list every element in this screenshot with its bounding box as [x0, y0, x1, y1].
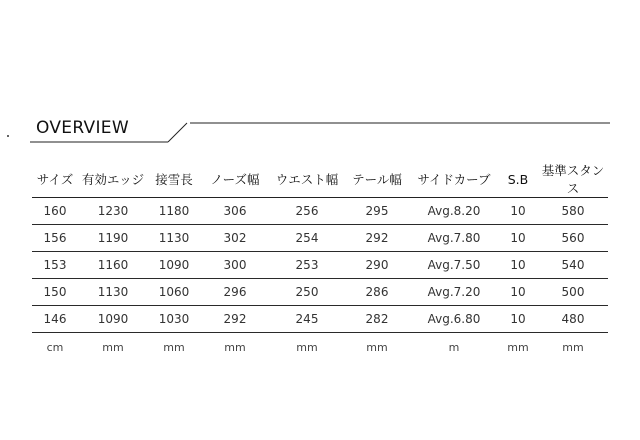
- table-header-row: [32, 161, 608, 198]
- table-row: [32, 225, 608, 252]
- cell-size: 156: [32, 225, 78, 252]
- cell-reference-stance: 580: [538, 198, 608, 225]
- units-row: [32, 333, 608, 362]
- cell-setback: 10: [498, 225, 538, 252]
- cell-tail-width: 292: [344, 225, 410, 252]
- header-reference-stance: 基準スタンス: [538, 161, 608, 198]
- cell-contact-length: 1060: [148, 279, 200, 306]
- cell-sidecut: Avg.7.20: [410, 279, 498, 306]
- cell-contact-length: 1030: [148, 306, 200, 333]
- unit-setback: mm: [507, 340, 529, 354]
- unit-waist-width: mm: [296, 340, 318, 354]
- cell-contact-length: 1180: [148, 198, 200, 225]
- cell-sidecut: Avg.6.80: [410, 306, 498, 333]
- table-row: [32, 306, 608, 333]
- header-contact-length: 接雪長: [148, 161, 200, 198]
- header-nose-width: ノーズ幅: [200, 161, 270, 198]
- cell-tail-width: 282: [344, 306, 410, 333]
- cell-waist-width: 256: [270, 198, 344, 225]
- cell-effective-edge: 1160: [78, 252, 148, 279]
- cell-waist-width: 250: [270, 279, 344, 306]
- cell-tail-width: 295: [344, 198, 410, 225]
- cell-sidecut: Avg.7.80: [410, 225, 498, 252]
- cell-tail-width: 286: [344, 279, 410, 306]
- cell-size: 150: [32, 279, 78, 306]
- header-tail-width: テール幅: [344, 161, 410, 198]
- cell-tail-width: 290: [344, 252, 410, 279]
- header-setback: S.B: [498, 161, 538, 198]
- cell-size: 146: [32, 306, 78, 333]
- unit-size: cm: [46, 340, 64, 354]
- cell-setback: 10: [498, 198, 538, 225]
- cell-setback: 10: [498, 279, 538, 306]
- table-row: [32, 279, 608, 306]
- cell-nose-width: 306: [200, 198, 270, 225]
- unit-sidecut: m: [448, 340, 460, 354]
- cell-effective-edge: 1090: [78, 306, 148, 333]
- title-slash: [168, 123, 187, 142]
- cell-contact-length: 1130: [148, 225, 200, 252]
- cell-waist-width: 254: [270, 225, 344, 252]
- cell-nose-width: 300: [200, 252, 270, 279]
- cell-sidecut: Avg.8.20: [410, 198, 498, 225]
- cell-contact-length: 1090: [148, 252, 200, 279]
- unit-tail-width: mm: [366, 340, 388, 354]
- header-sidecut: サイドカーブ: [410, 161, 498, 198]
- cell-nose-width: 302: [200, 225, 270, 252]
- spec-table: [32, 161, 608, 361]
- unit-reference-stance: mm: [562, 340, 584, 354]
- cell-effective-edge: 1230: [78, 198, 148, 225]
- cell-waist-width: 245: [270, 306, 344, 333]
- cell-reference-stance: 560: [538, 225, 608, 252]
- cell-nose-width: 292: [200, 306, 270, 333]
- cell-reference-stance: 480: [538, 306, 608, 333]
- header-effective-edge: 有効エッジ: [78, 161, 148, 198]
- table-row: [32, 198, 608, 225]
- section-title: OVERVIEW: [36, 118, 129, 138]
- unit-nose-width: mm: [224, 340, 246, 354]
- cell-setback: 10: [498, 252, 538, 279]
- cell-waist-width: 253: [270, 252, 344, 279]
- header-waist-width: ウエスト幅: [270, 161, 344, 198]
- cell-size: 160: [32, 198, 78, 225]
- cell-nose-width: 296: [200, 279, 270, 306]
- cell-size: 153: [32, 252, 78, 279]
- unit-effective-edge: mm: [102, 340, 124, 354]
- cell-reference-stance: 500: [538, 279, 608, 306]
- cell-effective-edge: 1130: [78, 279, 148, 306]
- header-size: サイズ: [32, 161, 78, 198]
- cell-effective-edge: 1190: [78, 225, 148, 252]
- cell-setback: 10: [498, 306, 538, 333]
- cell-reference-stance: 540: [538, 252, 608, 279]
- table-row: [32, 252, 608, 279]
- cell-sidecut: Avg.7.50: [410, 252, 498, 279]
- unit-contact-length: mm: [163, 340, 185, 354]
